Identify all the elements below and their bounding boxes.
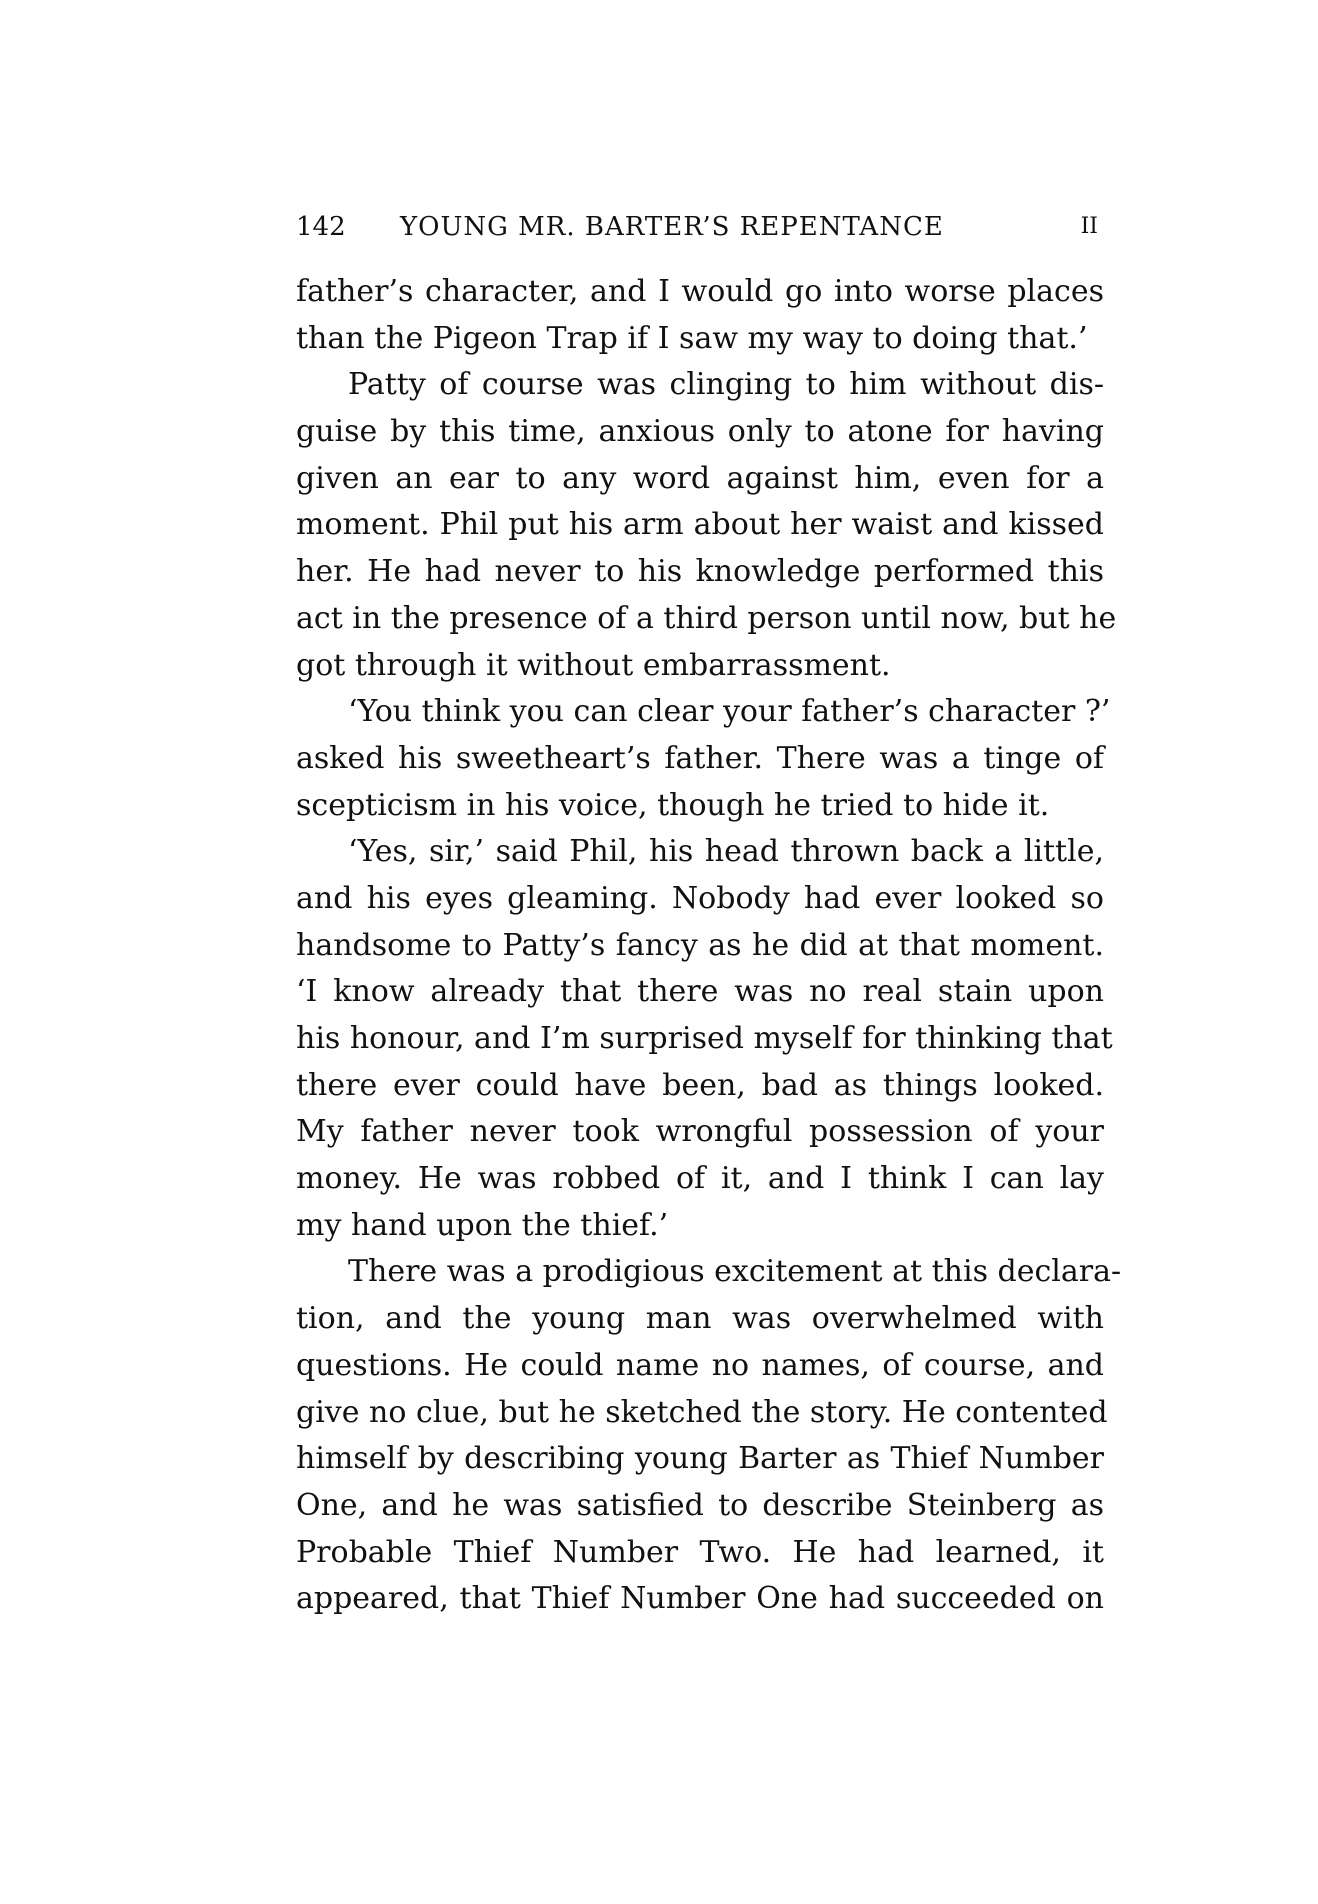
text-line: asked his sweetheart’s father. There was a tinge of xyxy=(296,740,1104,776)
text-line: give no clue, but he sketched the story. He contented xyxy=(296,1394,1108,1430)
chapter-numeral: II xyxy=(1080,214,1098,239)
text-line: there ever could have been, bad as things looked. xyxy=(296,1067,1104,1103)
paragraph xyxy=(296,829,1113,1249)
text-line: himself by describing young Barter as Thief Number xyxy=(296,1441,1104,1477)
text-line: father’s character, and I would go into worse places xyxy=(296,274,1104,309)
text-line: than the Pigeon Trap if I saw my way to doing that.’ xyxy=(296,320,1088,356)
paragraph xyxy=(296,362,1117,689)
text-line: tion, and the young man was overwhelmed with xyxy=(296,1301,1104,1337)
running-head xyxy=(296,210,1116,244)
text-line: ‘I know already that there was no real stain upon xyxy=(296,974,1104,1010)
text-line: Probable Thief Number Two. He had learned, it xyxy=(296,1534,1104,1570)
paragraph xyxy=(296,1249,1122,1623)
text-line: ‘Yes, sir,’ said Phil, his head thrown back a little, xyxy=(348,834,1104,870)
text-line: money. He was robbed of it, and I think I can lay xyxy=(296,1161,1104,1197)
text-line: handsome to Patty’s fancy as he did at that moment. xyxy=(296,927,1104,963)
text-line: My father never took wrongful possession of your xyxy=(296,1114,1104,1150)
text-line: got through it without embarrassment. xyxy=(296,647,891,683)
text-line: questions. He could name no names, of course, and xyxy=(296,1347,1104,1383)
text-line: appeared, that Thief Number One had succeeded on xyxy=(296,1581,1104,1617)
text-line: her. He had never to his knowledge performed this xyxy=(296,554,1104,590)
text-body xyxy=(296,269,1122,1623)
paragraph xyxy=(296,689,1111,829)
text-line: and his eyes gleaming. Nobody had ever looked so xyxy=(296,880,1104,916)
text-line: Patty of course was clinging to him without dis- xyxy=(348,367,1104,403)
text-line: given an ear to any word against him, even for a xyxy=(296,460,1104,496)
text-line: moment. Phil put his arm about her waist and kissed xyxy=(296,507,1104,543)
text-line: act in the presence of a third person until now, but he xyxy=(296,600,1117,636)
paragraph xyxy=(296,269,1104,362)
text-line: ‘You think you can clear your father’s character ?’ xyxy=(348,694,1111,730)
text-line: There was a prodigious excitement at this declara- xyxy=(348,1254,1122,1290)
text-line: my hand upon the thief.’ xyxy=(296,1207,669,1243)
text-line: One, and he was satisfied to describe Steinberg as xyxy=(296,1487,1104,1523)
page-number: 142 xyxy=(296,212,346,242)
text-line: guise by this time, anxious only to atone for having xyxy=(296,414,1104,450)
text-line: his honour, and I’m surprised myself for thinking that xyxy=(296,1021,1113,1056)
book-title: YOUNG MR. BARTER’S REPENTANCE xyxy=(400,212,944,242)
text-line: scepticism in his voice, though he tried to hide it. xyxy=(296,787,1050,823)
